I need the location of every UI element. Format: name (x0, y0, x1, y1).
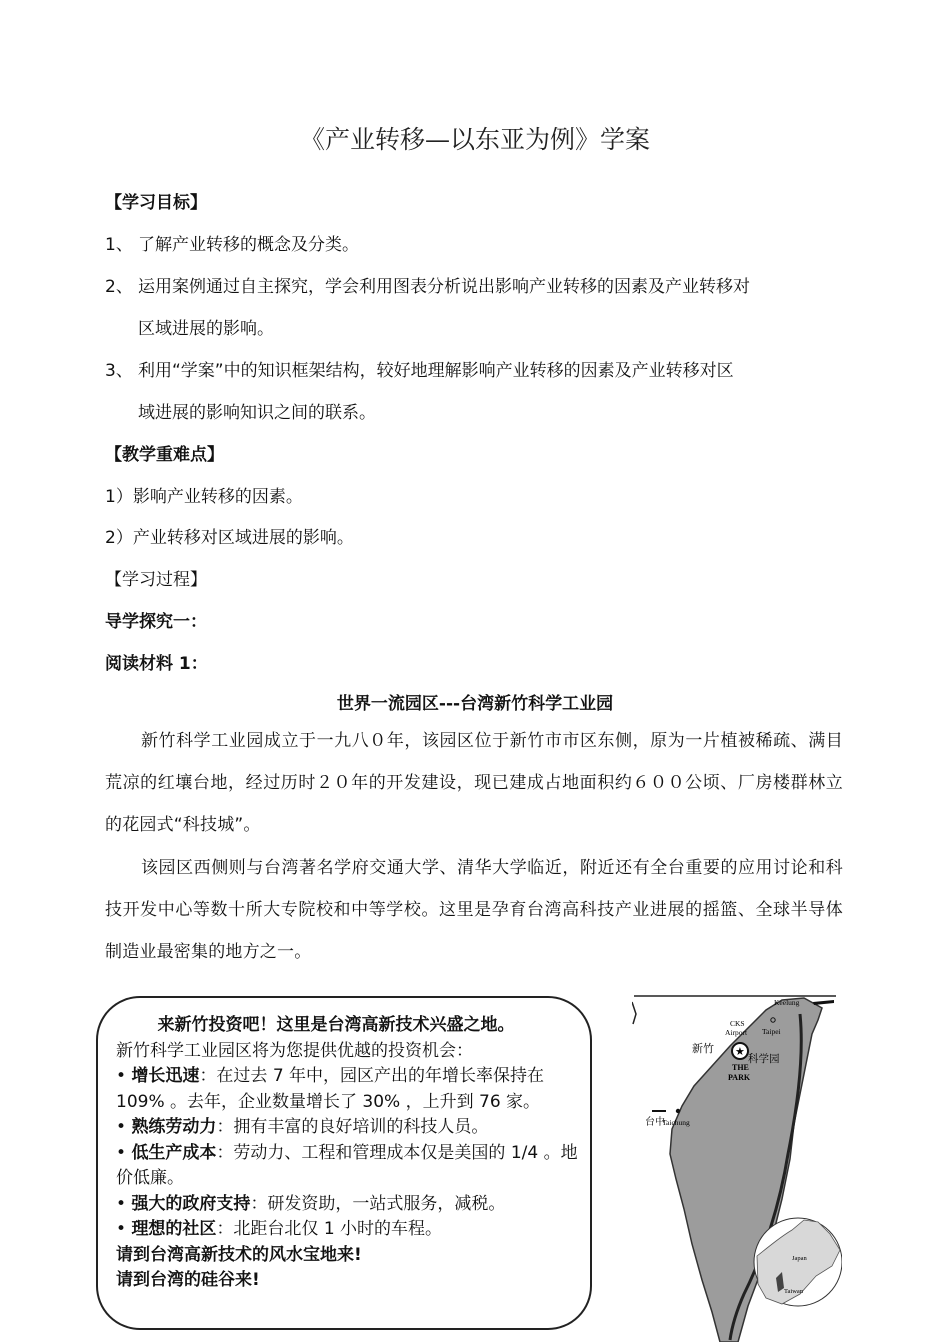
ad-bullet-text: ：北距台北仅 1 小时的车程。 (216, 1219, 443, 1239)
article-title: 世界一流园区---台湾新竹科学工业园 (336, 694, 614, 714)
ad-headline: 来新竹投资吧！这里是台湾高新技术兴盛之地。 (157, 1015, 515, 1035)
key-point-item: 2）产业转移对区域进展的影响。 (105, 528, 354, 548)
ad-bullet-label: 增长迅速 (131, 1066, 200, 1086)
ad-bullet: • 熟练劳动力：拥有丰富的良好培训的科技人员。 (116, 1117, 489, 1137)
reading-heading: 阅读材料 1： (105, 654, 208, 674)
investment-ad-box (96, 996, 592, 1330)
ad-bullet-text: ：研发资助，一站式服务，减税。 (250, 1193, 506, 1214)
science-park-label: 科学园 (748, 1053, 780, 1065)
goal-text: 运用案例通过自主探究，学会利用图表分析说出影响产业转移的因素及产业转移对 (138, 277, 750, 297)
process-heading: 【学习过程】 (105, 570, 207, 590)
article-paragraph-1: 新竹科学工业园成立于一九八０年，该园区位于新竹市市区东侧，原为一片植被稀疏、满目荒凉的红壤台地，经过历时２０年的开发建设，现已建成占地面积约６００公顷、厂房楼群林立的花园式“科技城”。 (105, 731, 843, 835)
goals-heading: 【学习目标】 (105, 193, 207, 213)
ad-bullet-label: 熟练劳动力 (131, 1117, 217, 1137)
keelung-flag (813, 1000, 834, 1005)
article-paragraph-2: 该园区西侧则与台湾著名学府交通大学、清华大学临近，附近还有全台重要的应用讨论和科技开发中心等数十所大专院校和中等学校。这里是孕育台湾高科技产业进展的摇篮、全球半导体制造业最密集的地方之一。 (105, 858, 843, 962)
ad-bullet-text: ：在过去 7 年中，园区产出的年增长率保持在 109% 。去年，企业数量增长了 30% ，上升到 76 家。 (116, 1066, 545, 1112)
inquiry-heading: 导学探究一： (105, 612, 207, 632)
ad-bullet-text: ：劳动力、工程和管理成本仅是美国的 1/4 。地价低廉。 (116, 1142, 578, 1188)
ad-bullet: • 强大的政府支持：研发资助，一站式服务，减税。 (116, 1193, 506, 1214)
taiwan-label: Taiwan (784, 1288, 804, 1295)
document-title: 《产业转移—以东亚为例》学案 (299, 125, 650, 154)
ad-intro: 新竹科学工业园区将为您提供优越的投资机会： (116, 1040, 473, 1061)
ad-closing-1: 请到台湾高新技术的风水宝地来! (116, 1244, 362, 1265)
hsinchu-label: 新竹 (692, 1042, 714, 1055)
ad-bullet-label: 理想的社区 (131, 1219, 217, 1239)
taichung-flag (652, 1110, 666, 1112)
goal-num: 2、 (105, 277, 133, 297)
taiwan-map (632, 994, 842, 1342)
ad-bullet: • 理想的社区：北距台北仅 1 小时的车程。 (116, 1219, 443, 1239)
ad-bullet-text: ：拥有丰富的良好培训的科技人员。 (216, 1117, 489, 1137)
airport-label: Airport (725, 1028, 748, 1037)
goal-item-3-continued: 域进展的影响知识之间的联系。 (138, 403, 376, 423)
ad-bullet: • 低生产成本：劳动力、工程和管理成本仅是美国的 1/4 。地价低廉。 (116, 1142, 578, 1188)
park-label: PARK (728, 1073, 751, 1082)
ad-closing-2: 请到台湾的硅谷来! (116, 1270, 260, 1290)
taipei-label: Taipei (762, 1027, 781, 1036)
keelung-label: Keelung (774, 998, 800, 1007)
ad-bullet: • 增长迅速：在过去 7 年中，园区产出的年增长率保持在 109% 。去年，企业数量增长了 30% ，上升到 76 家。 (116, 1066, 545, 1112)
ad-bullet-label: 强大的政府支持 (131, 1193, 251, 1214)
ad-bullet-label: 低生产成本 (131, 1142, 217, 1163)
cks-label: CKS (730, 1019, 745, 1028)
goal-text: 利用“学案”中的知识框架结构，较好地理解影响产业转移的因素及产业转移对区 (138, 361, 734, 381)
key-points-heading: 【教学重难点】 (105, 445, 224, 465)
goal-item-2-continued: 区域进展的影响。 (138, 319, 274, 339)
ad-content (116, 1013, 586, 1294)
taichung-en-label: Taichung (662, 1118, 690, 1127)
goal-item-1 (105, 230, 359, 255)
taichung-dot (676, 1109, 680, 1113)
goal-item-2 (105, 272, 750, 297)
goal-num: 3、 (105, 361, 133, 381)
star-icon: ★ (735, 1045, 745, 1058)
goal-item-3 (105, 356, 734, 381)
goal-text: 了解产业转移的概念及分类。 (138, 235, 359, 255)
taichung-cn-label: 台中 (645, 1117, 665, 1128)
key-point-item: 1）影响产业转移的因素。 (105, 487, 303, 507)
the-label: THE (732, 1063, 749, 1072)
map-left-edge (632, 1002, 636, 1024)
japan-label: Japan (792, 1255, 807, 1262)
goal-num: 1、 (105, 235, 133, 255)
